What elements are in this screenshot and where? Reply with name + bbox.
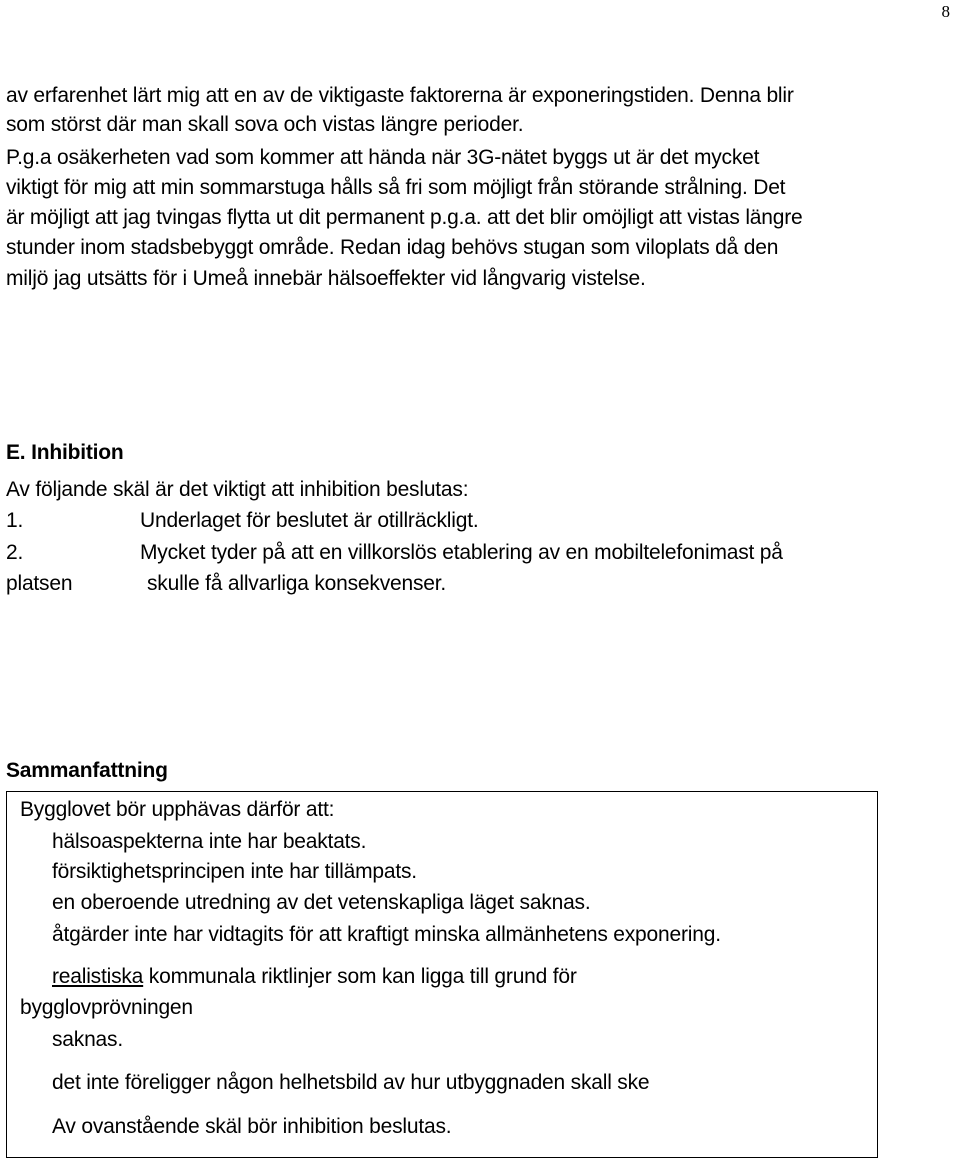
summary-reason-3: en oberoende utredning av det vetenskapliga läget saknas. bbox=[52, 891, 591, 914]
section-e-item2-number: 2. bbox=[6, 541, 24, 564]
summary-conclusion: Av ovanstående skäl bör inhibition beslutas. bbox=[52, 1115, 452, 1138]
summary-intro: Bygglovet bör upphävas därför att: bbox=[20, 798, 335, 821]
intro-p2-line-4: stunder inom stadsbebyggt område. Redan idag behövs stugan som viloplats då den bbox=[6, 236, 779, 259]
section-e-item1-text: Underlaget för beslutet är otillräckligt. bbox=[140, 509, 479, 532]
summary-reason-1: hälsoaspekterna inte har beaktats. bbox=[52, 830, 367, 853]
intro-p2-line-1: P.g.a osäkerheten vad som kommer att hända när 3G-nätet byggs ut är det mycket bbox=[6, 146, 760, 169]
intro-p1-line-2: som störst där man skall sova och vistas längre perioder. bbox=[6, 113, 524, 136]
section-e-item2-cont-text: skulle få allvarliga konsekvenser. bbox=[147, 572, 447, 595]
section-e-item2-text: Mycket tyder på att en villkorslös etablering av en mobiltelefonimast på bbox=[140, 541, 783, 564]
summary-reason-4: åtgärder inte har vidtagits för att kraftigt minska allmänhetens exponering. bbox=[52, 923, 721, 946]
summary-guidelines-underlined: realistiska bbox=[52, 965, 144, 988]
section-e-heading: E. Inhibition bbox=[6, 441, 124, 464]
section-e-intro: Av följande skäl är det viktigt att inhibition beslutas: bbox=[6, 478, 469, 501]
intro-p1-line-1: av erfarenhet lärt mig att en av de viktigaste faktorerna är exponeringstiden. Denna blir bbox=[6, 84, 794, 107]
summary-guidelines-line-3: saknas. bbox=[52, 1028, 123, 1051]
page-number: 8 bbox=[941, 2, 950, 21]
summary-overview: det inte föreligger någon helhetsbild av hur utbyggnaden skall ske bbox=[52, 1071, 650, 1094]
summary-guidelines-line-1 bbox=[52, 964, 577, 990]
summary-guidelines-line-2: bygglovprövningen bbox=[20, 996, 193, 1019]
intro-p2-line-2: viktigt för mig att min sommarstuga hålls så fri som möjligt från störande strålning. Det bbox=[6, 176, 786, 199]
intro-p2-line-5: miljö jag utsätts för i Umeå innebär hälsoeffekter vid långvarig vistelse. bbox=[6, 267, 646, 290]
summary-heading: Sammanfattning bbox=[6, 759, 168, 782]
section-e-item2-cont-label: platsen bbox=[6, 572, 73, 595]
summary-reason-2: försiktighetsprincipen inte har tillämpats. bbox=[52, 860, 417, 883]
summary-guidelines-rest: kommunala riktlinjer som kan ligga till grund för bbox=[143, 965, 577, 988]
intro-p2-line-3: är möjligt att jag tvingas flytta ut dit permanent p.g.a. att det blir omöjligt att vistas längre bbox=[6, 206, 803, 229]
section-e-item1-number: 1. bbox=[6, 509, 24, 532]
